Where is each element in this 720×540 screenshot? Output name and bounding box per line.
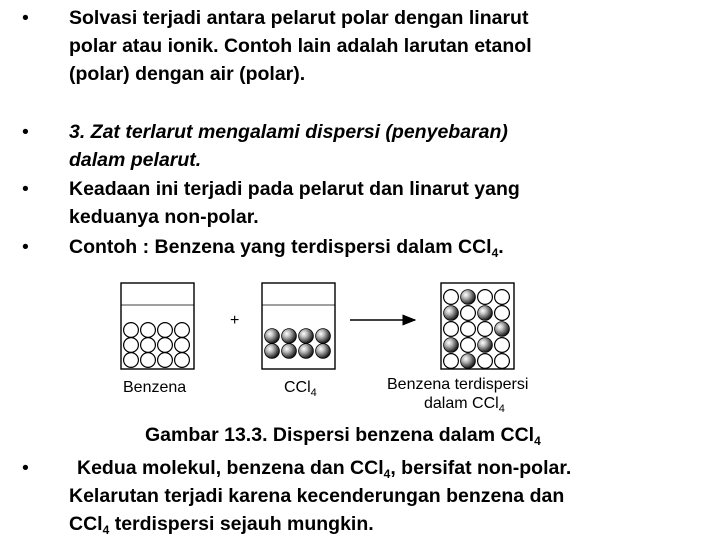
benzena-molecule [478, 354, 493, 369]
benzena-molecule [444, 290, 459, 305]
benzena-molecule [158, 338, 173, 353]
label-mixture-sub: 4 [498, 403, 505, 415]
label-ccl4 [284, 379, 317, 399]
ccl4-molecule [478, 338, 493, 353]
figure-caption [145, 424, 541, 447]
caption-text: Gambar 13.3. Dispersi benzena dalam CCl [145, 424, 535, 446]
ccl4-molecule [461, 290, 476, 305]
label-mixture-line2 [424, 395, 505, 415]
benzena-molecule [141, 338, 156, 353]
bullet-icon: • [22, 236, 29, 258]
subscript: 4 [102, 523, 110, 537]
text-line: Kelarutan terjadi karena kecenderungan benzena dan [69, 485, 565, 507]
benzena-molecule [124, 353, 139, 368]
subscript: 4 [491, 246, 499, 260]
ccl4-molecule [478, 306, 493, 321]
text-line [69, 512, 374, 537]
bullet-icon: • [22, 121, 29, 143]
benzena-molecule [461, 322, 476, 337]
text-line [69, 235, 504, 260]
bullet-icon: • [22, 178, 29, 200]
ccl4-beaker [262, 283, 335, 369]
benzena-molecule [158, 353, 173, 368]
ccl4-molecule [444, 338, 459, 353]
ccl4-molecule [299, 344, 314, 359]
benzena-molecule [158, 323, 173, 338]
benzena-molecule [461, 338, 476, 353]
text-line: dalam pelarut. [69, 149, 202, 171]
text-fragment: , bersifat non-polar. [390, 457, 572, 479]
benzena-molecule [141, 353, 156, 368]
ccl4-molecule [316, 329, 331, 344]
mixture-beaker [441, 283, 514, 369]
label-mixture-text: dalam CCl [424, 395, 499, 412]
benzena-molecule [461, 306, 476, 321]
subscript: 4 [383, 467, 391, 481]
benzena-molecule [141, 323, 156, 338]
benzena-molecule [175, 353, 190, 368]
ccl4-molecule [282, 344, 297, 359]
text-line: 3. Zat terlarut mengalami dispersi (penyebaran) [69, 121, 508, 143]
benzena-molecule [175, 338, 190, 353]
text-fragment: CCl [69, 513, 103, 535]
label-benzena: Benzena [123, 379, 187, 396]
text-line: keduanya non-polar. [69, 206, 259, 228]
text-line: Keadaan ini terjadi pada pelarut dan linarut yang [69, 178, 520, 200]
text-fragment: Kedua molekul, benzena dan CCl [77, 457, 384, 479]
label-ccl4-text: CCl [284, 379, 311, 396]
ccl4-molecule [265, 344, 280, 359]
benzena-beaker [121, 283, 194, 369]
ccl4-molecule [282, 329, 297, 344]
ccl4-molecule [495, 322, 510, 337]
benzena-molecule [124, 338, 139, 353]
text-line: (polar) dengan air (polar). [69, 63, 306, 85]
benzena-molecule [444, 354, 459, 369]
text-fragment: . [498, 236, 504, 258]
benzena-molecule [175, 323, 190, 338]
text-line [77, 456, 571, 481]
benzena-molecule [478, 322, 493, 337]
text-line: Solvasi terjadi antara pelarut polar dengan linarut [69, 7, 529, 29]
label-mixture-line1: Benzena terdispersi [387, 376, 529, 393]
benzena-molecule [495, 338, 510, 353]
bullet-icon: • [22, 457, 29, 479]
label-ccl4-sub: 4 [310, 387, 317, 399]
benzena-molecule [495, 306, 510, 321]
text-fragment: Contoh : Benzena yang terdispersi dalam CCl [69, 236, 492, 258]
ccl4-molecule [299, 329, 314, 344]
plus-sign: + [230, 312, 240, 329]
bullet-icon: • [22, 7, 29, 29]
ccl4-molecule [444, 306, 459, 321]
dispersion-figure [110, 275, 580, 420]
ccl4-molecule [461, 354, 476, 369]
ccl4-molecule [316, 344, 331, 359]
benzena-molecule [124, 323, 139, 338]
benzena-molecule [495, 354, 510, 369]
benzena-molecule [495, 290, 510, 305]
subscript: 4 [534, 434, 541, 448]
text-line: polar atau ionik. Contoh lain adalah larutan etanol [69, 35, 532, 57]
ccl4-molecule [265, 329, 280, 344]
benzena-molecule [478, 290, 493, 305]
benzena-molecule [444, 322, 459, 337]
text-fragment: terdispersi sejauh mungkin. [109, 513, 374, 535]
